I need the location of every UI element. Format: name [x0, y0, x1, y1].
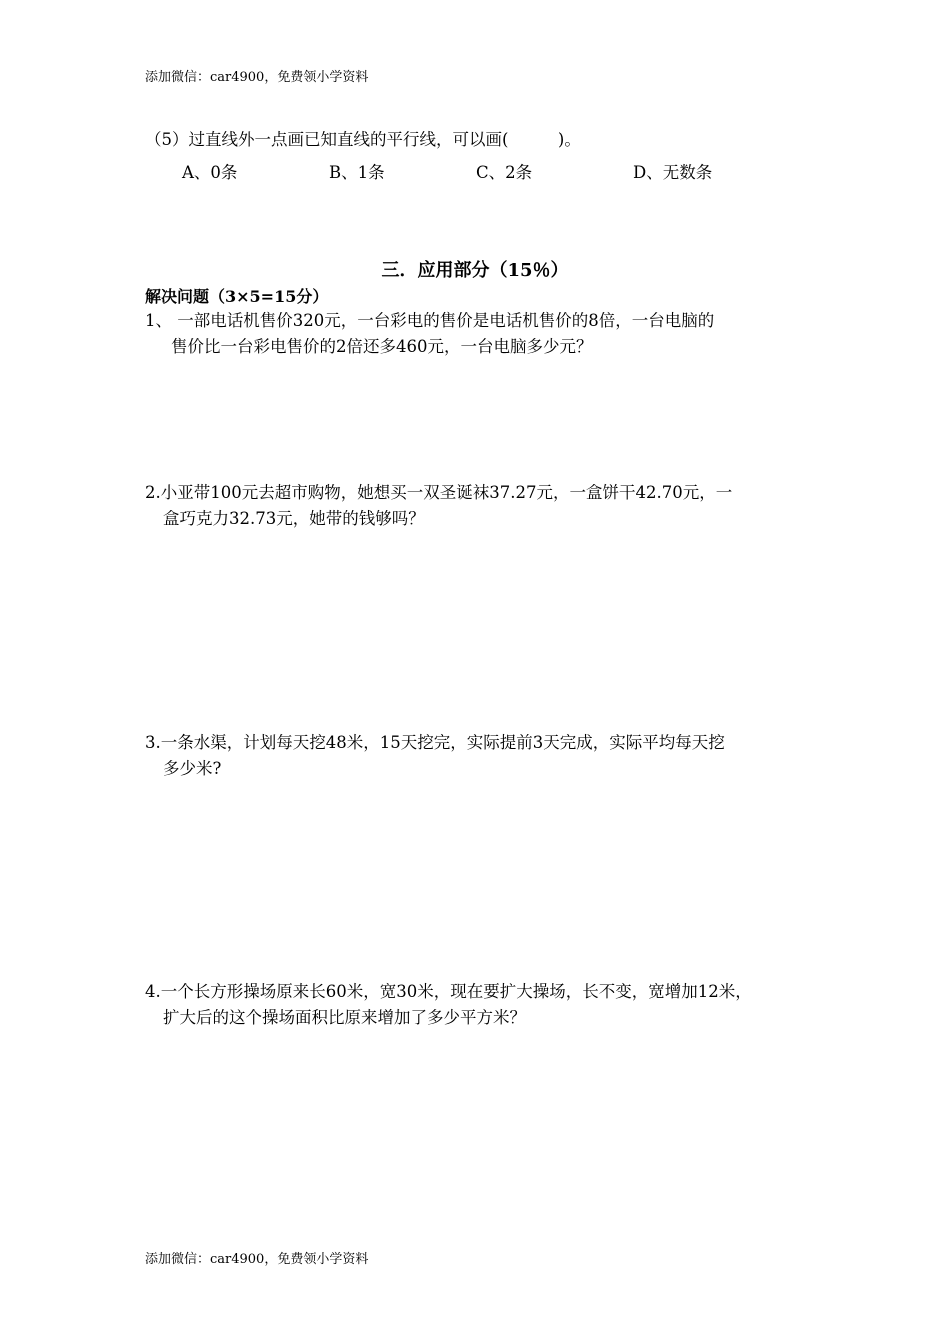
option-d: D、无数条 [633, 163, 713, 182]
section-subheading: 解决问题（3×5=15分） [145, 287, 329, 306]
problem-3-line-1: 3.一条水渠，计划每天挖48米，15天挖完，实际提前3天完成，实际平均每天挖 [145, 733, 725, 752]
problem-4 [145, 979, 752, 1031]
question-5-stem: （5）过直线外一点画已知直线的平行线，可以画( )。 [145, 130, 581, 149]
header-note: 添加微信：car4900，免费领小学资料 [145, 70, 369, 85]
option-a: A、0条 [182, 163, 238, 182]
problem-4-line-1: 4.一个长方形操场原来长60米，宽30米，现在要扩大操场，长不变，宽增加12米， [145, 982, 752, 1001]
option-b: B、1条 [329, 163, 385, 182]
footer-note: 添加微信：car4900，免费领小学资料 [145, 1252, 369, 1267]
problem-2 [145, 480, 732, 532]
problem-3-line-2: 多少米? [163, 759, 222, 778]
problem-1-line-1: 1、 一部电话机售价320元，一台彩电的售价是电话机售价的8倍，一台电脑的 [145, 311, 715, 330]
problem-4-line-2: 扩大后的这个操场面积比原来增加了多少平方米？ [163, 1008, 526, 1027]
section-title: 三．应用部分（15％） [381, 260, 569, 281]
problem-2-line-2: 盒巧克力32.73元，她带的钱够吗？ [163, 509, 425, 528]
problem-1-line-2: 售价比一台彩电售价的2倍还多460元，一台电脑多少元？ [171, 337, 593, 356]
problem-1 [145, 308, 714, 360]
option-c: C、2条 [476, 163, 533, 182]
problem-2-line-1: 2.小亚带100元去超市购物，她想买一双圣诞袜37.27元，一盒饼干42.70元，一 [145, 483, 733, 502]
problem-3 [145, 730, 725, 782]
